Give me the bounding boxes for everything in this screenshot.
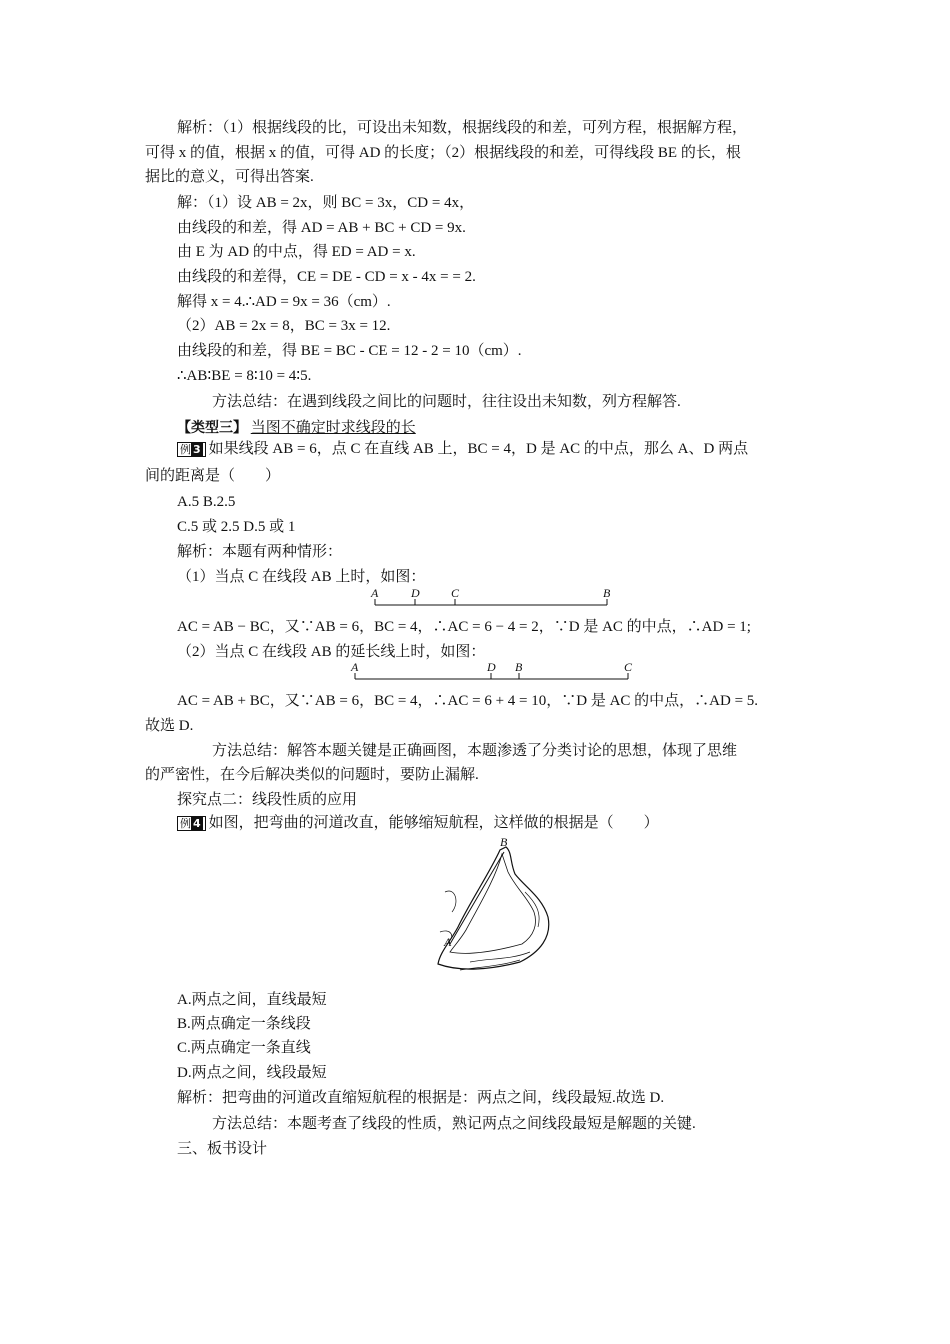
example-badge: 例 4 [177,816,206,831]
point-label-c: C [451,586,460,600]
analysis-text: 解析：本题有两种情形： [177,544,343,560]
point-label-d: D [411,586,420,600]
answer-line: 故选 D. [145,718,194,734]
type-title: 当图不确定时求线段的长 [250,420,416,436]
river-label-b: B [500,835,508,849]
option-line: C.两点确定一条直线 [177,1040,311,1056]
point-label-c: C [624,660,633,674]
point-label-b: B [603,586,611,600]
case-2-solution: AC = AB + BC，又∵AB = 6，BC = 4，∴AC = 6 + 4 = 10，∵D 是 AC 的中点，∴AD = 5. [177,693,759,709]
solution-line: ∴AB∶BE = 8∶10 = 4∶5. [177,368,312,384]
point-label-a: A [351,660,359,674]
river-label-a: A [444,935,452,949]
analysis-text: 解析：（1）根据线段的比，可设出未知数，根据线段的和差，可列方程，根据解方程， [177,120,748,136]
point-label-b: B [515,660,523,674]
option-line: A.两点之间，直线最短 [177,992,327,1008]
option-line: A.5 B.2.5 [177,494,236,510]
section-heading [177,418,416,438]
method-summary: 的严密性，在今后解决类似的问题时，要防止漏解. [145,767,479,783]
section-heading: 三、板书设计 [177,1141,268,1157]
example-badge: 例 3 [177,442,206,457]
method-summary: 方法总结：本题考查了线段的性质，熟记两点之间线段最短是解题的关键. [212,1116,696,1132]
example-3-question: 例 3 如果线段 AB = 6，点 C 在直线 AB 上，BC = 4，D 是 AC 的中点，那么 A、D 两点 [177,439,748,459]
segment-diagram-1 [360,583,620,609]
analysis-text: 可得 x 的值，根据 x 的值，可得 AD 的长度；（2）根据线段的和差，可得线段 BE 的长，根 [145,145,741,161]
case-1-text: （1）当点 C 在线段 AB 上时，如图： [177,569,426,585]
case-2-text: （2）当点 C 在线段 AB 的延长线上时，如图： [177,644,486,660]
segment-diagram-2 [340,657,640,683]
method-summary: 方法总结：解答本题关键是正确画图，本题渗透了分类讨论的思想，体现了思维 [212,743,738,759]
type-label: 【类型三】 [177,420,247,436]
point-label-a: A [371,586,379,600]
method-summary: 方法总结：在遇到线段之间比的问题时，往往设出未知数，列方程解答. [212,394,681,410]
point-label-d: D [487,660,496,674]
solution-line: （2）AB = 2x = 8，BC = 3x = 12. [177,318,391,334]
option-line: C.5 或 2.5 D.5 或 1 [177,519,296,535]
solution-line: 解：（1）设 AB = 2x，则 BC = 3x，CD = 4x， [177,195,475,211]
example-3-question: 间的距离是（ ） [145,468,281,484]
analysis-text: 据比的意义，可得出答案. [145,169,314,185]
option-line: D.两点之间，线段最短 [177,1065,327,1081]
analysis-text: 解析：把弯曲的河道改直缩短航程的根据是：两点之间，线段最短.故选 D. [177,1090,665,1106]
example-4-question: 例 4 如图，把弯曲的河道改直，能够缩短航程，这样做的根据是（ ） [177,813,659,833]
solution-line: 由 E 为 AD 的中点，得 ED = AD = x. [177,244,416,260]
option-line: B.两点确定一条线段 [177,1016,311,1032]
solution-line: 解得 x = 4.∴AD = 9x = 36（cm）. [177,294,391,310]
solution-line: 由线段的和差，得 BE = BC - CE = 12 - 2 = 10（cm）. [177,343,522,359]
solution-line: 由线段的和差得，CE = DE - CD = x - 4x = = 2. [177,269,476,285]
river-figure [430,832,560,977]
case-1-solution: AC = AB − BC，又∵AB = 6，BC = 4，∴AC = 6 − 4 = 2，∵D 是 AC 的中点，∴AD = 1; [177,619,751,635]
section-heading: 探究点二：线段性质的应用 [177,792,358,808]
solution-line: 由线段的和差，得 AD = AB + BC + CD = 9x. [177,220,466,236]
